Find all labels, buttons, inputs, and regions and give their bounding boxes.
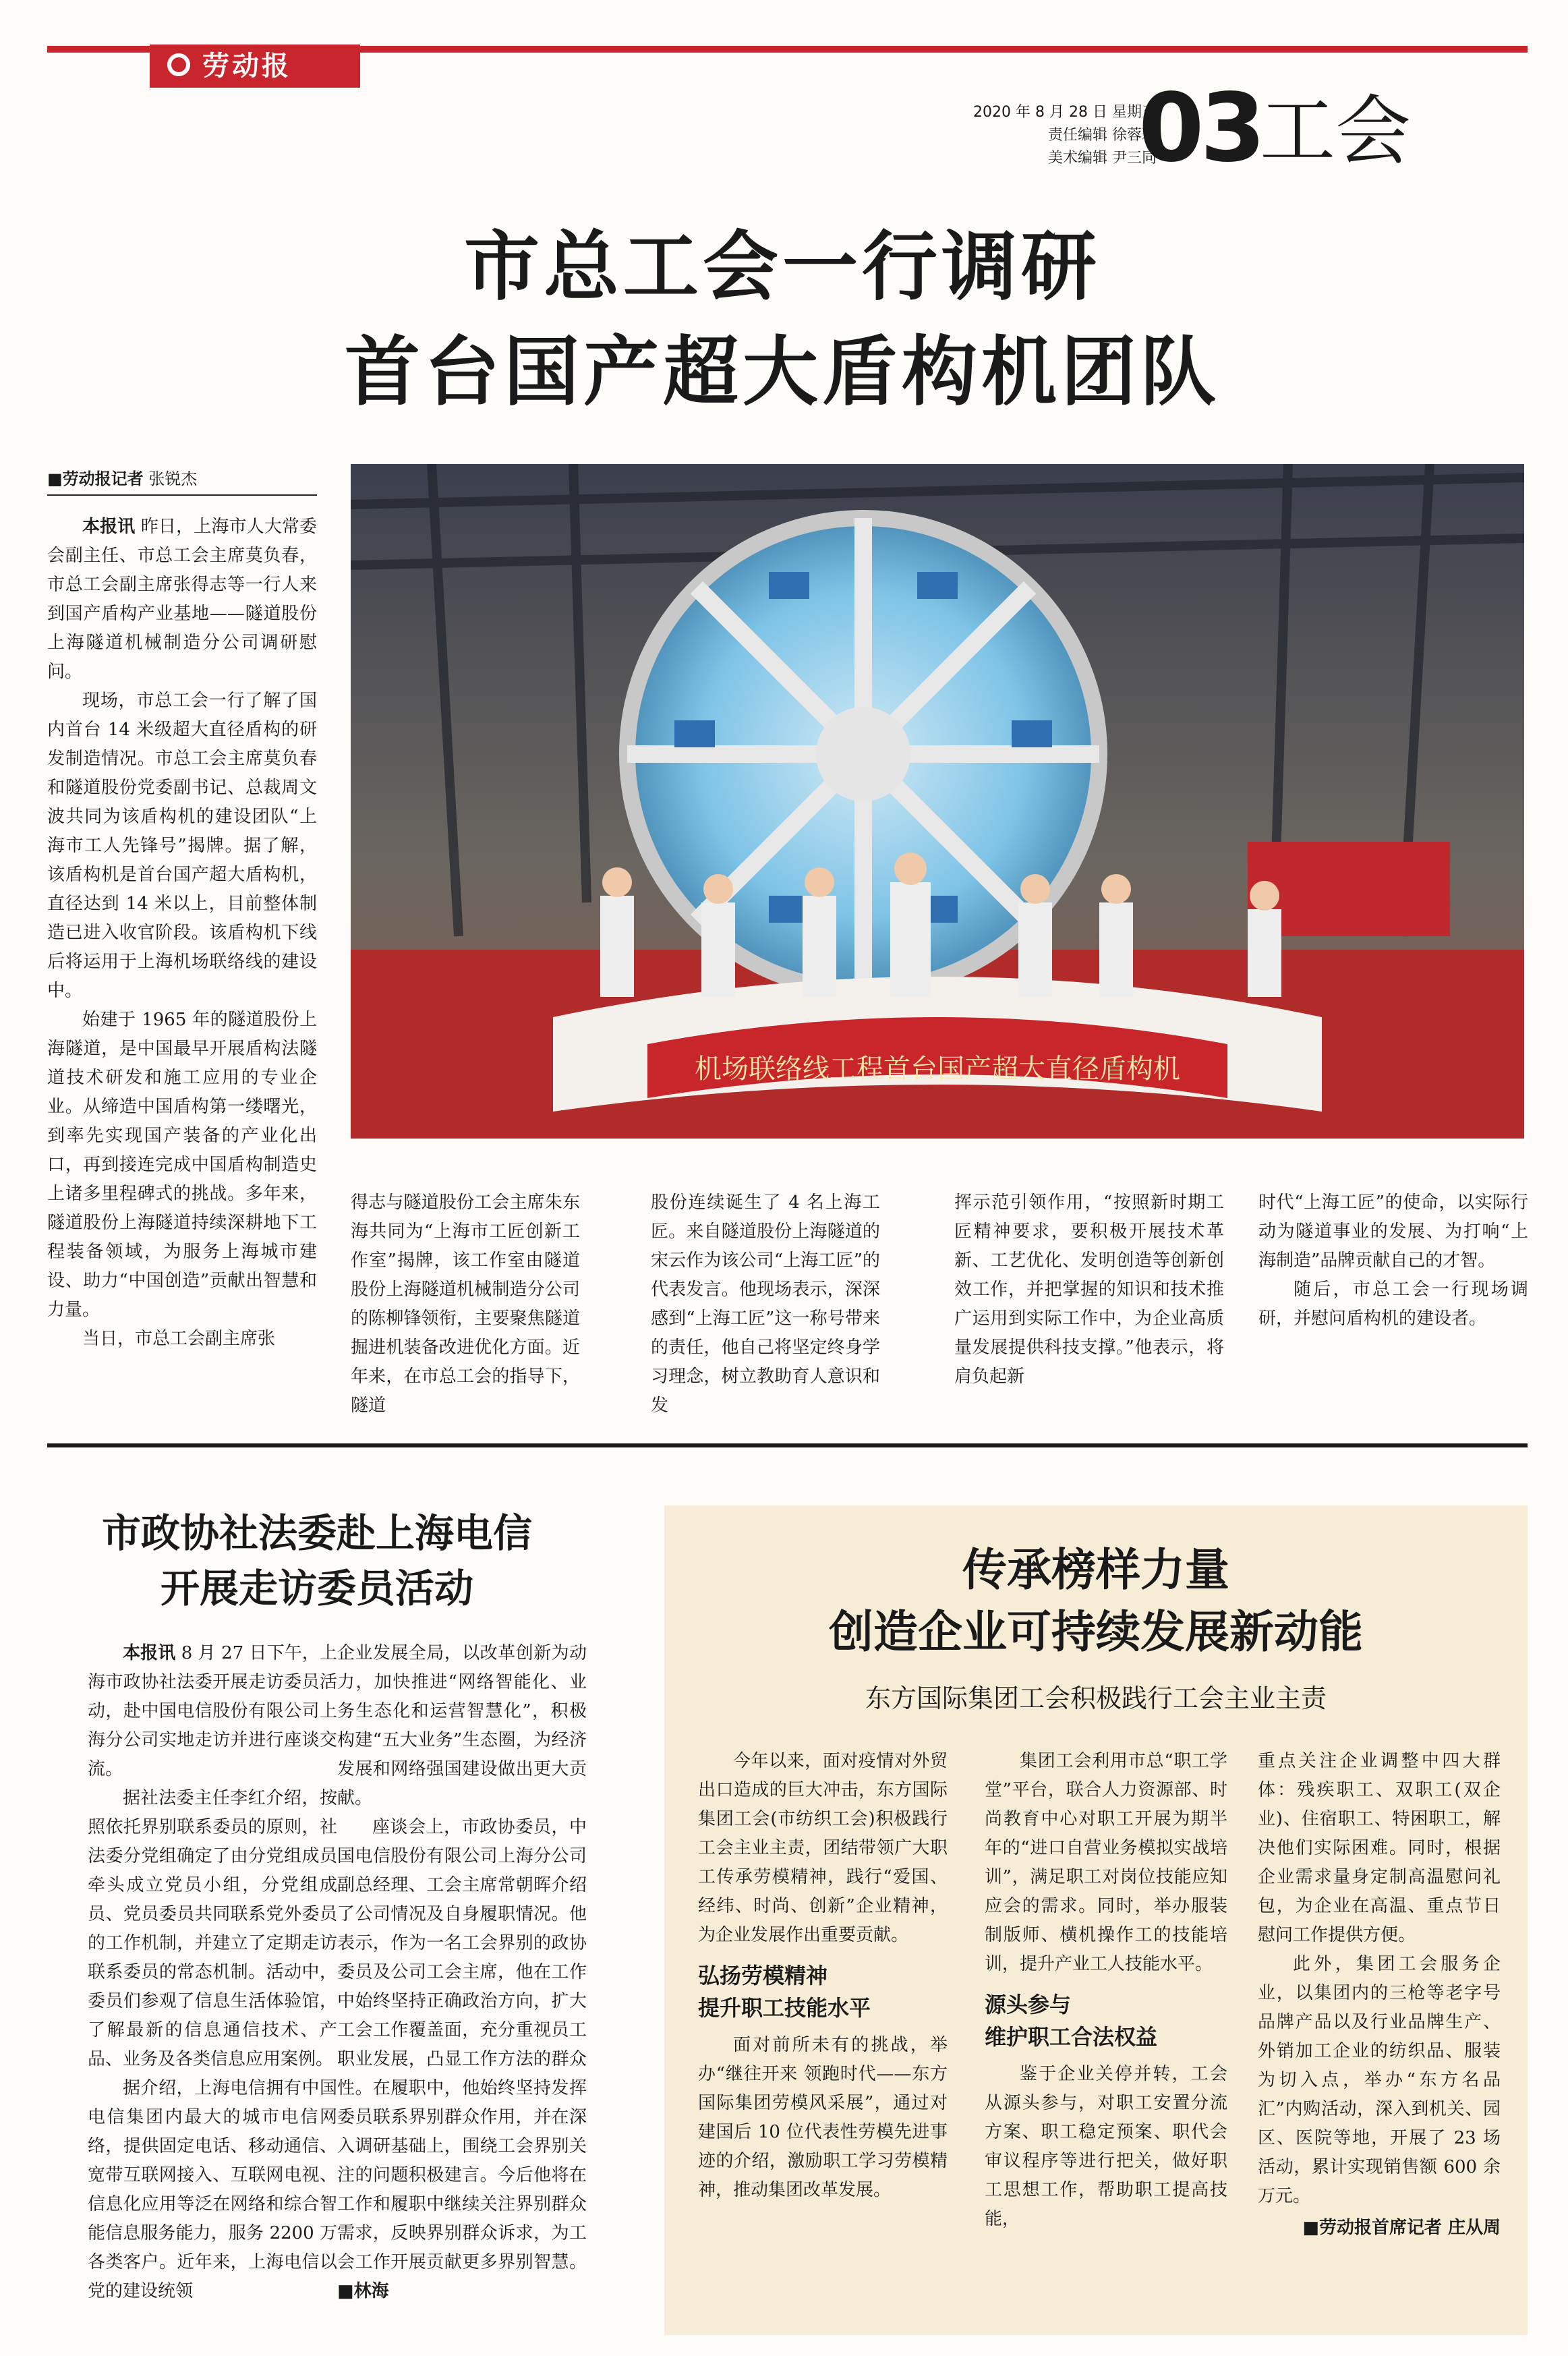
story2-paragraph: 本报讯 8 月 27 日下午，上海市政协社法委开展走访委员活动，赴中国电信股份有限公司上海分公司实地走访并进行座谈交流。 xyxy=(88,1643,337,1779)
story3-subheadline: 东方国际集团工会积极践行工会主业主责 xyxy=(865,1684,1327,1713)
story3-paragraph: 重点关注企业调整中四大群体：残疾职工、双职工(双企业)、住宿职工、特困职工，解决他们实际困难。同时，根据企业需求量身定制高温慰问礼包，为企业在高温、重点节日慰问工作提供方便。 xyxy=(1258,1751,1501,1945)
lead-paragraph: 本报讯 昨日，上海市人大常委会副主任、市总工会主席莫负春，市总工会副主席张得志等一行人来到国产盾构产业基地——隧道股份上海隧道机械制造分公司调研慰问。 xyxy=(47,517,317,682)
lead-column-4 xyxy=(954,1188,1224,1391)
story3-column-3 xyxy=(1258,1747,1501,2243)
story3-paragraph: 集团工会利用市总“职工学堂”平台，联合人力资源部、时尚教育中心对职工开展为期半年的“进口自营业务模拟实战培训”，满足职工对岗位技能应知应会的需求。同时，举办服装制版师、横机操作工的技能培训，提升产业工人技能水平。 xyxy=(985,1751,1227,1974)
lead-column-5 xyxy=(1258,1188,1528,1333)
lead-paragraph: 得志与隧道股份工会主席朱东海共同为“上海市工匠创新工作室”揭牌，该工作室由隧道股份上海隧道机械制造分公司的陈柳锋领衔，主要聚焦隧道掘进机装备改进优化方面。近年来，在市总工会的指导下，隧道 xyxy=(351,1193,580,1416)
lead-headline-line-1: 市总工会一行调研 xyxy=(464,223,1101,311)
lead-paragraph: 时代“上海工匠”的使命，以实际行动为隧道事业的发展、为打响“上海制造”品牌贡献自己的才智。 xyxy=(1258,1193,1528,1271)
art-editor: 美术编辑 尹三同 xyxy=(1048,150,1157,167)
story2-column-2 xyxy=(337,1639,587,2306)
lead-paragraph: 当日，市总工会副主席张 xyxy=(82,1329,276,1349)
section-title: 工会 xyxy=(1260,88,1411,175)
lead-headline-line-2: 首台国产超大盾构机团队 xyxy=(345,328,1220,416)
logo-text: 劳动报 xyxy=(202,51,291,82)
issue-meta xyxy=(833,101,1157,170)
tunnel-boring-machine-photo[interactable] xyxy=(351,464,1524,1139)
story3-column-1 xyxy=(698,1747,948,2205)
story3-subhead-1: 弘扬劳模精神 提升职工技能水平 xyxy=(698,1963,871,2021)
story2-headline-line-2: 开展走访委员活动 xyxy=(160,1565,473,1611)
lead-column-3 xyxy=(651,1188,880,1420)
story2-paragraph: 座谈会上，市政协委员，中国电信股份有限公司上海分公司副总经理、工会主席常朝晖介绍了公司情况及自身履职情况。他表示，作为一名工会界别的政协委员及公司工会主席，他在工作中始终坚持正确政治方向，扩大工会工作覆盖面，充分重视员工职业发展，凸显工作方法的群众性。在履职中，他始终坚持发挥委员联系界别群众作用，并在深入调研基础上，围绕工会界别关注的问题积极建言。今后他将在工作和履职中继续关注界别群众需求，反映界别群众诉求，为工会工作开展贡献更多界别智慧。■林海 xyxy=(337,1817,587,2301)
newspaper-logo[interactable] xyxy=(150,45,360,88)
byline-name: 张锐杰 xyxy=(148,469,198,488)
story3-subhead-2: 源头参与 维护职工合法权益 xyxy=(985,1992,1158,2050)
responsible-editor: 责任编辑 徐蓉莉 xyxy=(1048,127,1157,144)
section-divider xyxy=(47,1443,1528,1447)
lead-byline xyxy=(47,465,317,496)
photo-banner-text: 机场联络线工程首台国产超大直径盾构机 xyxy=(695,1054,1180,1085)
story2-paragraph: 企业发展全局，以改革创新为动力，加快推进“网络智能化、业务生态化和运营智慧化”，积极构建“五大业务”生态圈，为经济发展和网络强国建设做出更大贡献。 xyxy=(337,1643,587,1808)
lead-column-2 xyxy=(351,1188,580,1420)
story2-paragraph: 据社法委主任李红介绍，按照依托界别联系委员的原则，社法委分党组确定了由分党组成员牵头成立党员小组，分党组成员、党员委员共同联系党外委员的工作机制，并建立了定期走访联系委员的常态机制。活动中，委员们参观了信息生活体验馆，了解最新的信息通信技术、产品、业务及各类信息应用案例。 xyxy=(88,1788,337,2069)
story2-headline-line-1: 市政协社法委赴上海电信 xyxy=(101,1510,532,1556)
lead-dateline: 本报讯 xyxy=(82,517,136,537)
story3-byline: ■劳动报首席记者 庄从周 xyxy=(1302,2218,1501,2238)
story3-headline xyxy=(664,1539,1528,1663)
story3-paragraph: 此外，集团工会服务企业，以集团内的三枪等老字号品牌产品以及行业品牌生产、外销加工企业的纺织品、服装为切入点，举办“东方名品汇”内购活动，深入到机关、园区、医院等地，开展了 23 场活动，累计实现销售额 600 余万元。 xyxy=(1258,1954,1501,2206)
story2-paragraph: 据介绍，上海电信拥有中国电信集团内最大的城市电信网络，提供固定电话、移动通信、宽带互联网接入、互联网电视、信息化应用等泛在网络和综合智能信息服务能力，服务 2200 万各类客户。近年来，上海电信以党的建设统领 xyxy=(88,2078,337,2301)
lead-paragraph: 现场，市总工会一行了解了国内首台 14 米级超大直径盾构的研发制造情况。市总工会主席莫负春和隧道股份党委副书记、总裁周文波共同为该盾构机的建设团队“上海市工人先锋号”揭牌。据了解，该盾构机是首台国产超大盾构机，直径达到 14 米以上，目前整体制造已进入收官阶段。该盾构机下线后将运用于上海机场联络线的建设中。 xyxy=(47,691,317,1001)
lead-column-1 xyxy=(47,513,317,1354)
logo-mark-icon xyxy=(167,53,190,76)
page-number: 03 xyxy=(1138,74,1262,183)
lead-paragraph: 随后，市总工会一行现场调研，并慰问盾构机的建设者。 xyxy=(1258,1280,1528,1329)
story2-headline xyxy=(47,1505,587,1616)
byline-label: ■劳动报记者 xyxy=(47,469,144,488)
photo-illustration xyxy=(351,464,1524,1139)
story3-paragraph: 今年以来，面对疫情对外贸出口造成的巨大冲击，东方国际集团工会(市纺织工会)积极践行工会主业主责，团结带领广大职工传承劳模精神，践行“爱国、经纬、时尚、创新”企业精神，为企业发展作出重要贡献。 xyxy=(698,1751,948,1945)
story2-signoff: ■林海 xyxy=(337,2281,389,2301)
lead-headline xyxy=(101,214,1463,425)
story3-paragraph: 鉴于企业关停并转，工会从源头参与，对职工安置分流方案、职工稳定预案、职代会审议程序等进行把关，做好职工思想工作，帮助职工提高技能， xyxy=(985,2064,1227,2229)
issue-date: 2020 年 8 月 28 日 星期五 xyxy=(973,104,1157,121)
story3-column-2 xyxy=(985,1747,1227,2234)
story3-headline-line-2: 创造企业可持续发展新动能 xyxy=(829,1606,1363,1658)
story2-column-1 xyxy=(88,1639,337,2306)
story3-paragraph: 面对前所未有的挑战，举办“继往开来 领跑时代——东方国际集团劳模风采展”，通过对建国后 10 位代表性劳模先进事迹的介绍，激励职工学习劳模精神，推动集团改革发展。 xyxy=(698,2035,948,2200)
lead-paragraph: 股份连续诞生了 4 名上海工匠。来自隧道股份上海隧道的宋云作为该公司“上海工匠”的代表发言。他现场表示，深深感到“上海工匠”这一称号带来的责任，他自己将坚定终身学习理念，树立教助育人意识和发 xyxy=(651,1193,880,1416)
story3-headline-line-1: 传承榜样力量 xyxy=(962,1544,1229,1596)
lead-paragraph: 挥示范引领作用，“按照新时期工匠精神要求，要积极开展技术革新、工艺优化、发明创造等创新创效工作，并把掌握的知识和技术推广运用到实际工作中，为企业高质量发展提供科技支撑。”他表示，将肩负起新 xyxy=(954,1193,1224,1387)
lead-paragraph: 始建于 1965 年的隧道股份上海隧道，是中国最早开展盾构法隧道技术研发和施工应用的专业企业。从缔造中国盾构第一缕曙光，到率先实现国产装备的产业化出口，再到接连完成中国盾构制造史上诸多里程碑式的挑战。多年来，隧道股份上海隧道持续深耕地下工程装备领域，为服务上海城市建设、助力“中国创造”贡献出智慧和力量。 xyxy=(47,1010,317,1320)
story2-dateline: 本报讯 xyxy=(123,1643,176,1663)
